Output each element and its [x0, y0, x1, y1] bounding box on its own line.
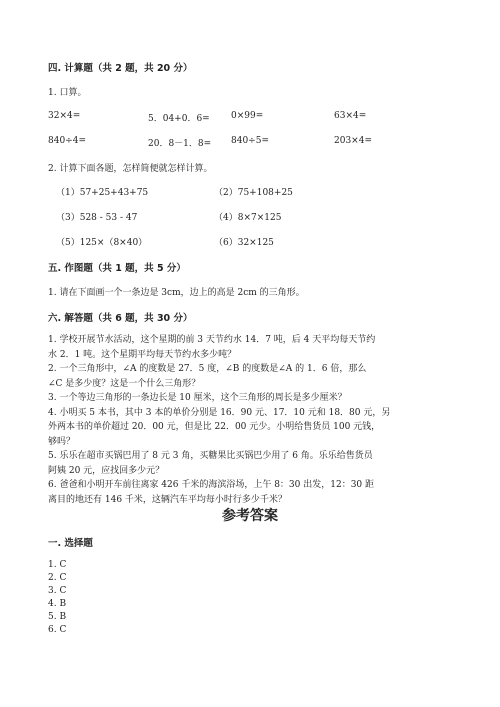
calc-item: （1）57+25+43+75: [56, 188, 149, 198]
answer-item: 3. C: [48, 586, 67, 596]
problem-line: 2. 一个三角形中，∠A 的度数是 27．5 度，∠B 的度数是∠A 的 1．6 倍，那么: [48, 364, 367, 374]
problem-line: 水 2．1 吨。这个星期平均每天节约水多少吨？: [48, 349, 237, 360]
answer-item: 5. B: [48, 612, 67, 622]
answer-item: 6. C: [48, 625, 67, 635]
problem-line: 6. 爸爸和小明开车前往离家 426 千米的海滨浴场，上午 8：30 出发，12：30 距: [48, 480, 375, 490]
oral-item: 20．8－1．8=: [148, 139, 212, 149]
calc-item: （4）8×7×125: [214, 213, 282, 223]
calc-item: （2）75+108+25: [214, 188, 293, 198]
problem-line: ∠C 是多少度？这是一个什么三角形？: [48, 378, 201, 389]
calc-item: （6）32×125: [214, 238, 274, 248]
problem-line: 5. 乐乐在超市买锅巴用了 8 元 3 角，买糖果比买锅巴少用了 6 角。乐乐给售货员: [48, 451, 373, 461]
calc-item: （5）125×（8×40）: [56, 238, 148, 248]
answers-title: 参考答案: [222, 508, 278, 524]
answer-item: 1. C: [48, 560, 67, 570]
section-6-heading: 六. 解答题（共 6 题，共 30 分）: [48, 313, 193, 324]
oral-item: 840÷4=: [48, 136, 86, 146]
problem-line: 4. 小明买 5 本书，其中 3 本的单价分别是 16．90 元、17．10 元和 18．80 元，另: [48, 407, 391, 418]
section-4-heading: 四. 计算题（共 2 题，共 20 分）: [48, 63, 193, 74]
problem-line: 阿姨 20 元，应找回多少元？: [48, 465, 165, 476]
answer-item: 4. B: [48, 599, 67, 609]
oral-item: 63×4=: [334, 111, 367, 121]
problem-line: 够吗？: [48, 436, 76, 447]
problem-line: 外两本书的单价超过 20．00 元，但是比 22．00 元少。小明给售货员 100 元钱，: [48, 422, 381, 432]
oral-item: 840÷5=: [231, 136, 269, 146]
calc-item: （3）528 - 53 - 47: [56, 213, 138, 223]
answers-section-heading: 一. 选择题: [48, 538, 93, 549]
problem-line: 3. 一个等边三角形的一条边长是 10 厘米，这个三角形的周长是多少厘米？: [48, 393, 347, 403]
oral-item: 0×99=: [231, 111, 264, 121]
answer-item: 2. C: [48, 573, 67, 583]
oral-item: 203×4=: [334, 136, 372, 146]
problem-line: 离目的地还有 146 千米，这辆汽车平均每小时行多少千米？: [48, 494, 287, 505]
question-calc: 2. 计算下面各题，怎样简便就怎样计算。: [48, 164, 213, 174]
section-5-heading: 五. 作图题（共 1 题，共 5 分）: [48, 263, 186, 274]
oral-item: 5．04+0．6=: [148, 114, 210, 124]
problem-line: 1. 学校开展节水活动，这个星期的前 3 天节约水 14．7 吨，后 4 天平均每天节约: [48, 335, 376, 345]
question-oral-calc: 1. 口算。: [48, 88, 87, 98]
question-drawing: 1. 请在下面画一个一条边是 3cm，边上的高是 2cm 的三角形。: [48, 288, 305, 298]
oral-item: 32×4=: [48, 111, 81, 121]
